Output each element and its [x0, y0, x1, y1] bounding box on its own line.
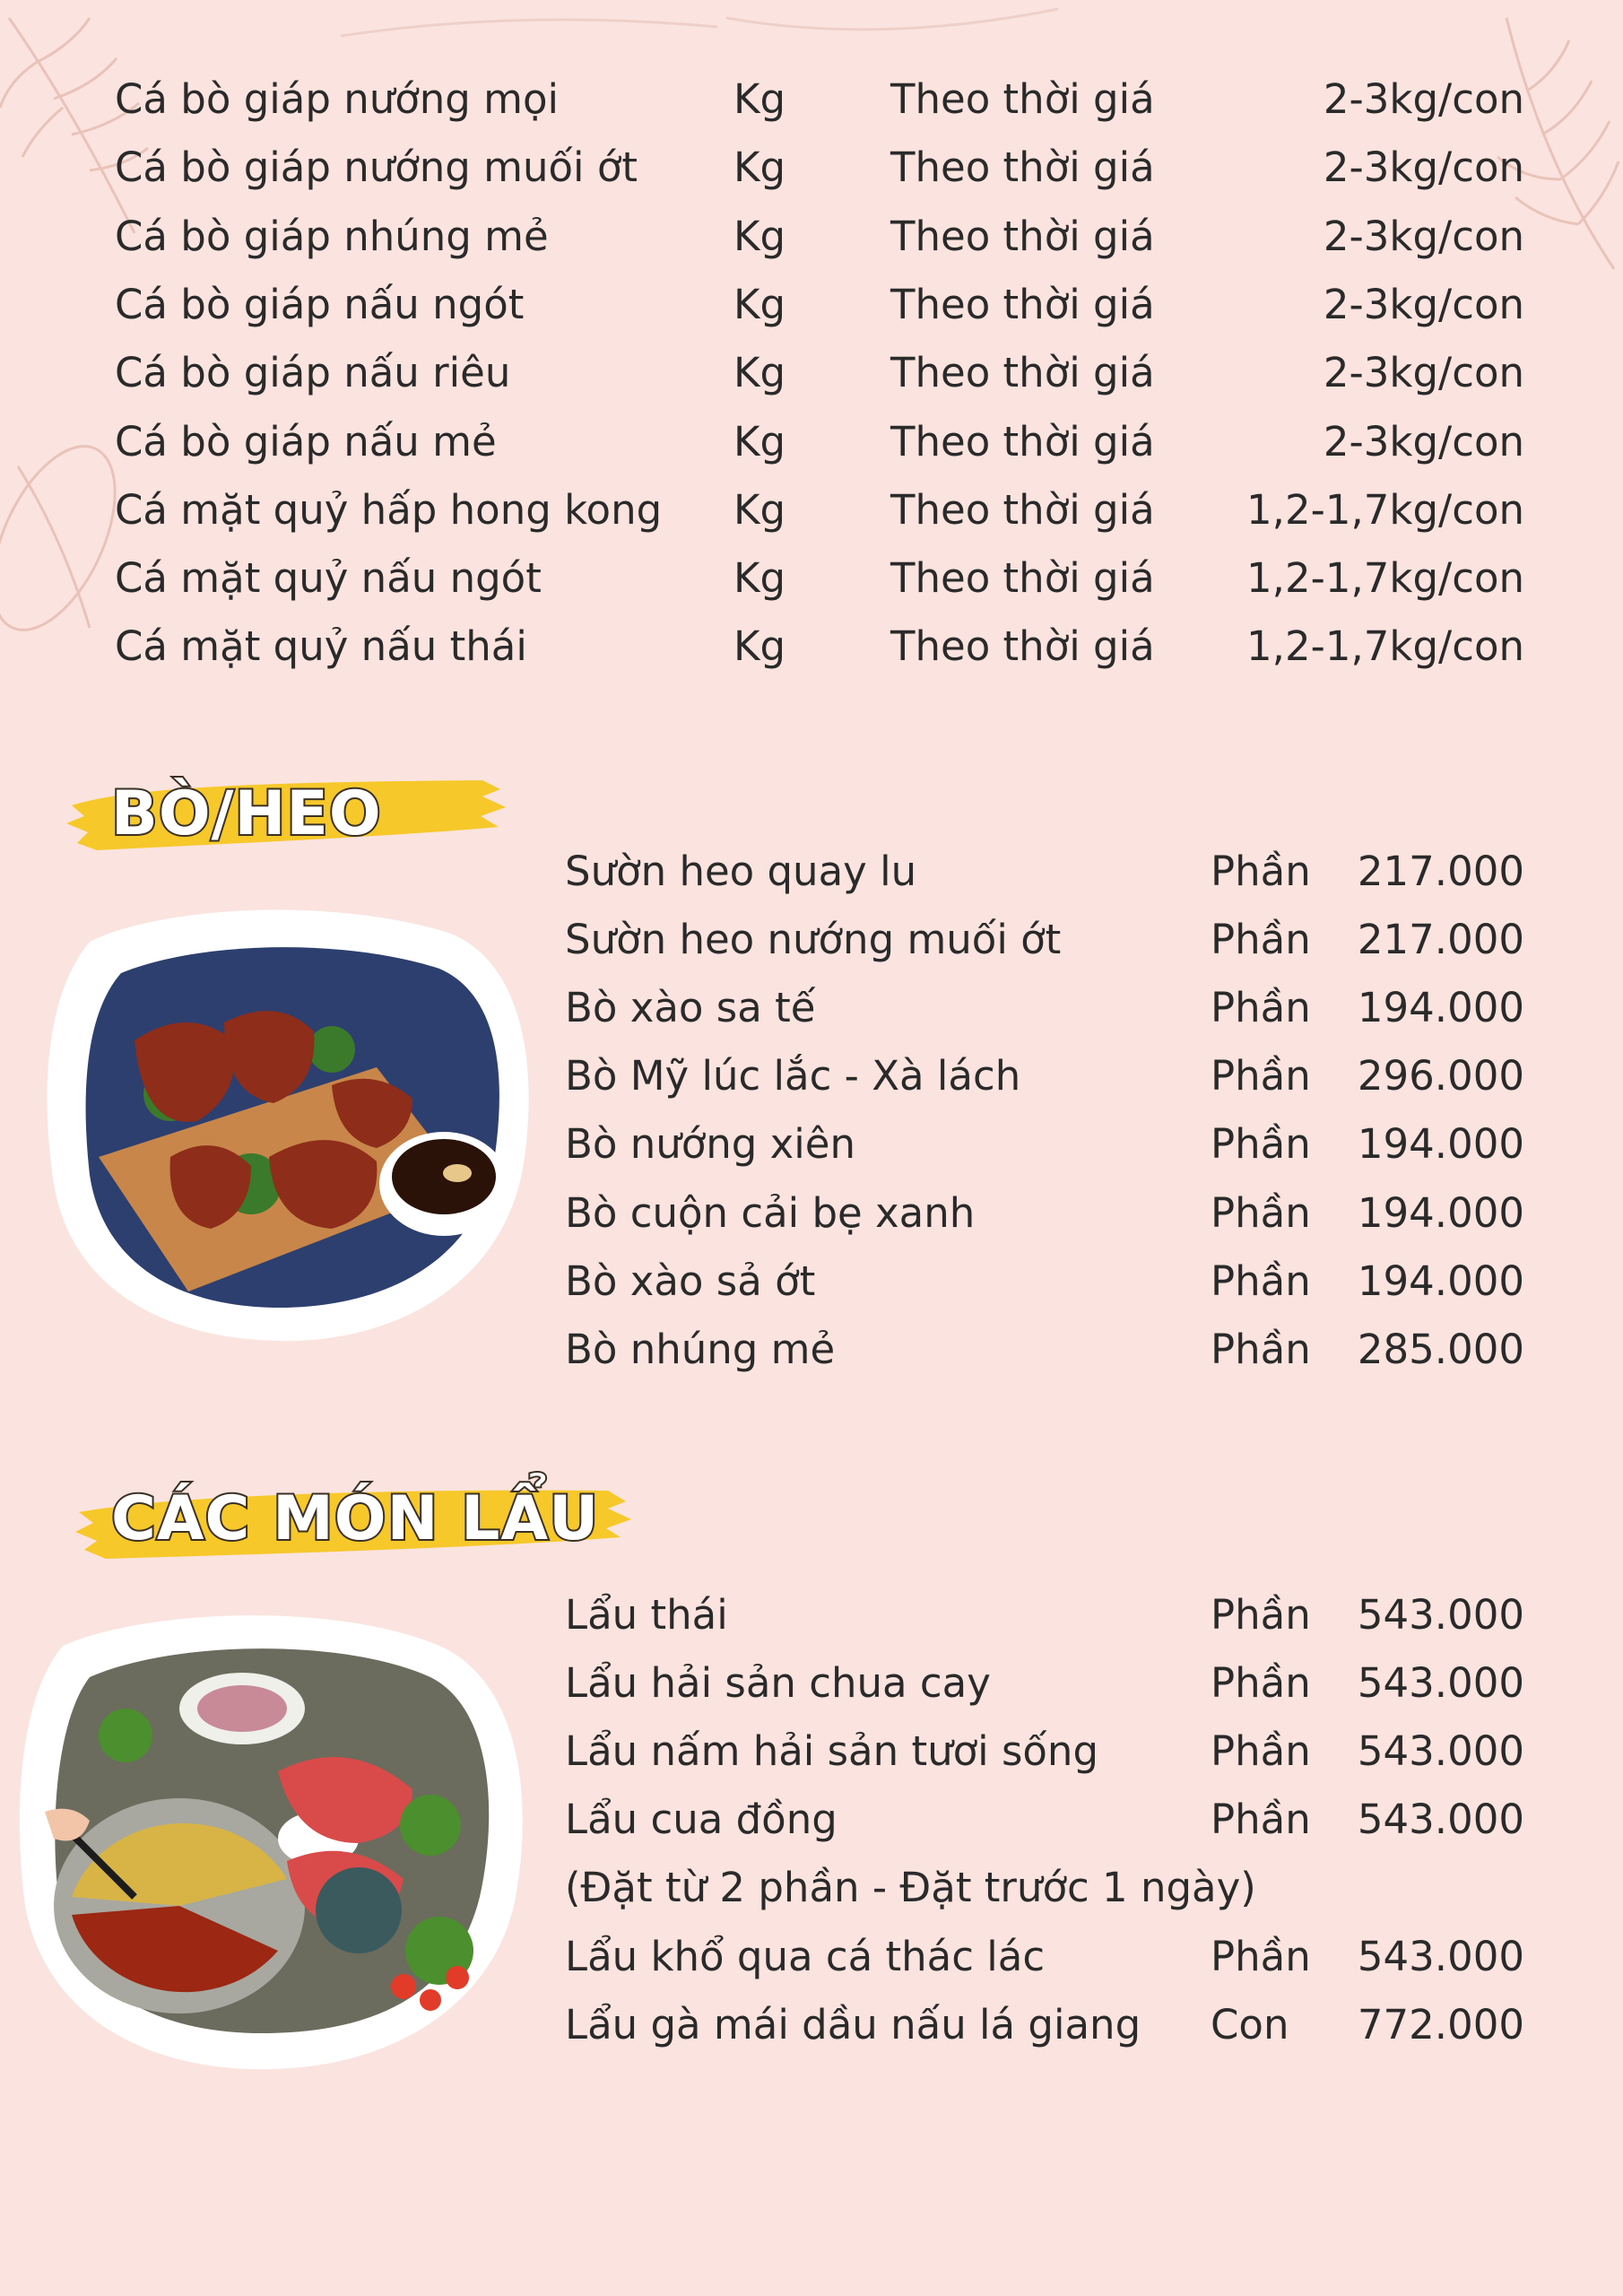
fish-item-note: 2-3kg/con: [1323, 144, 1524, 192]
fish-item-name: Cá bò giáp nướng mọi: [115, 75, 560, 123]
fish-item-unit: Kg: [733, 554, 786, 603]
hotpot-photo: [9, 1592, 538, 2076]
bo_heo-menu-row: [565, 1318, 1524, 1381]
lau-item-unit: Phần: [1211, 1659, 1311, 1708]
fish-item-note: 2-3kg/con: [1323, 280, 1524, 328]
bo_heo-item-unit: Phần: [1211, 1257, 1311, 1305]
fish-item-name: Cá mặt quỷ nấu ngót: [115, 554, 542, 603]
fish-menu-row: [115, 411, 1524, 474]
bo_heo-item-price: 194.000: [1357, 984, 1524, 1032]
bo_heo-item-name: Bò xào sả ớt: [565, 1257, 816, 1305]
fish-item-note: 1,2-1,7kg/con: [1246, 485, 1524, 534]
lau-item-unit: Con: [1211, 2000, 1289, 2048]
fish-menu-row: [115, 274, 1524, 336]
lau-menu-row: [565, 1994, 1524, 2057]
bo_heo-item-unit: Phần: [1211, 916, 1311, 964]
fish-item-note: 1,2-1,7kg/con: [1246, 554, 1524, 603]
bo_heo-item-name: Sườn heo quay lu: [565, 848, 917, 895]
bo_heo-item-price: 296.000: [1357, 1052, 1524, 1100]
bo_heo-item-unit: Phần: [1211, 1325, 1311, 1373]
fish-item-note: 2-3kg/con: [1323, 75, 1524, 123]
lau-item-price: 543.000: [1357, 1932, 1524, 1980]
fish-menu-row: [115, 615, 1524, 678]
fish-item-name: Cá mặt quỷ nấu thái: [115, 622, 527, 671]
fish-item-price: Theo thời giá: [890, 349, 1155, 397]
fish-menu-row: [115, 479, 1524, 542]
fish-item-note: 1,2-1,7kg/con: [1246, 622, 1524, 671]
fish-item-unit: Kg: [733, 144, 786, 192]
lau-menu-row: [565, 1720, 1524, 1783]
lau-item-price: 543.000: [1357, 1659, 1524, 1708]
fish-menu-row: [115, 342, 1524, 404]
lau-item-price: 543.000: [1357, 1727, 1524, 1776]
fish-menu-row: [115, 68, 1524, 131]
fish-menu-row: [115, 205, 1524, 268]
bo_heo-item-price: 194.000: [1357, 1188, 1524, 1237]
fish-menu-row: [115, 547, 1524, 610]
fish-item-price: Theo thời giá: [890, 554, 1155, 603]
fish-menu-row: [115, 136, 1524, 199]
fish-item-unit: Kg: [733, 417, 786, 465]
lau-item-name: (Đặt từ 2 phần - Đặt trước 1 ngày): [565, 1864, 1256, 1912]
section-title-bo-heo: BÒ/HEO: [111, 778, 382, 849]
bo_heo-item-name: Sườn heo nướng muối ớt: [565, 916, 1062, 964]
lau-item-price: 543.000: [1357, 1796, 1524, 1844]
fish-item-unit: Kg: [733, 75, 786, 123]
bo_heo-menu-row: [565, 840, 1524, 903]
bo_heo-menu-row: [565, 1250, 1524, 1313]
fish-item-note: 2-3kg/con: [1323, 212, 1524, 260]
bo_heo-item-name: Bò cuộn cải bẹ xanh: [565, 1188, 976, 1237]
lau-menu-row: [565, 1652, 1524, 1715]
lau-item-name: Lẩu gà mái dầu nấu lá giang: [565, 2000, 1141, 2048]
section-title-lau: CÁC MÓN LẨU: [111, 1483, 600, 1554]
fish-item-name: Cá bò giáp nhúng mẻ: [115, 212, 549, 260]
fish-item-price: Theo thời giá: [890, 280, 1155, 328]
fish-item-unit: Kg: [733, 485, 786, 534]
lau-item-name: Lẩu cua đồng: [565, 1796, 838, 1844]
fish-item-price: Theo thời giá: [890, 417, 1155, 465]
fish-item-note: 2-3kg/con: [1323, 417, 1524, 465]
bo_heo-menu-row: [565, 909, 1524, 971]
bo_heo-item-unit: Phần: [1211, 848, 1311, 895]
fish-item-unit: Kg: [733, 212, 786, 260]
bo_heo-item-price: 285.000: [1357, 1325, 1524, 1373]
bo_heo-item-price: 194.000: [1357, 1120, 1524, 1169]
fish-item-name: Cá bò giáp nấu mẻ: [115, 417, 497, 465]
fish-item-unit: Kg: [733, 280, 786, 328]
lau-item-unit: Phần: [1211, 1932, 1311, 1980]
lau-menu-row: [565, 1926, 1524, 1988]
fish-item-price: Theo thời giá: [890, 212, 1155, 260]
lau-item-name: Lẩu nấm hải sản tươi sống: [565, 1727, 1099, 1776]
bo_heo-item-name: Bò Mỹ lúc lắc - Xà lách: [565, 1052, 1021, 1100]
leaf-sketch-top: [341, 0, 1076, 54]
fish-item-name: Cá bò giáp nấu ngót: [115, 280, 525, 328]
lau-item-name: Lẩu khổ qua cá thác lác: [565, 1932, 1046, 1980]
lau-item-unit: Phần: [1211, 1796, 1311, 1844]
lau-menu-row: [565, 1788, 1524, 1851]
bo_heo-item-price: 217.000: [1357, 916, 1524, 964]
fish-item-price: Theo thời giá: [890, 75, 1155, 123]
bo_heo-item-name: Bò xào sa tế: [565, 984, 816, 1032]
fish-item-unit: Kg: [733, 622, 786, 671]
lau-item-price: 772.000: [1357, 2000, 1524, 2048]
fish-item-price: Theo thời giá: [890, 622, 1155, 671]
bo_heo-menu-row: [565, 1113, 1524, 1176]
fish-item-name: Cá mặt quỷ hấp hong kong: [115, 485, 663, 534]
lau-item-price: 543.000: [1357, 1591, 1524, 1639]
lau-item-unit: Phần: [1211, 1727, 1311, 1776]
ribs-photo: [36, 888, 547, 1354]
lau-item-name: Lẩu hải sản chua cay: [565, 1659, 991, 1708]
bo_heo-item-unit: Phần: [1211, 984, 1311, 1032]
lau-menu-row: [565, 1857, 1524, 1919]
lau-item-name: Lẩu thái: [565, 1591, 728, 1639]
bo_heo-item-unit: Phần: [1211, 1120, 1311, 1169]
fish-item-name: Cá bò giáp nướng muối ớt: [115, 144, 638, 192]
fish-item-price: Theo thời giá: [890, 485, 1155, 534]
bo_heo-item-price: 194.000: [1357, 1257, 1524, 1305]
bo_heo-item-unit: Phần: [1211, 1052, 1311, 1100]
bo_heo-menu-row: [565, 977, 1524, 1039]
lau-menu-row: [565, 1584, 1524, 1647]
lau-item-unit: Phần: [1211, 1591, 1311, 1639]
fish-item-unit: Kg: [733, 349, 786, 397]
fish-item-name: Cá bò giáp nấu riêu: [115, 349, 511, 397]
bo_heo-menu-row: [565, 1182, 1524, 1245]
bo_heo-item-unit: Phần: [1211, 1188, 1311, 1237]
bo_heo-item-price: 217.000: [1357, 848, 1524, 895]
fish-item-price: Theo thời giá: [890, 144, 1155, 192]
bo_heo-menu-row: [565, 1045, 1524, 1108]
bo_heo-item-name: Bò nướng xiên: [565, 1120, 856, 1169]
bo_heo-item-name: Bò nhúng mẻ: [565, 1325, 836, 1373]
fish-item-note: 2-3kg/con: [1323, 349, 1524, 397]
